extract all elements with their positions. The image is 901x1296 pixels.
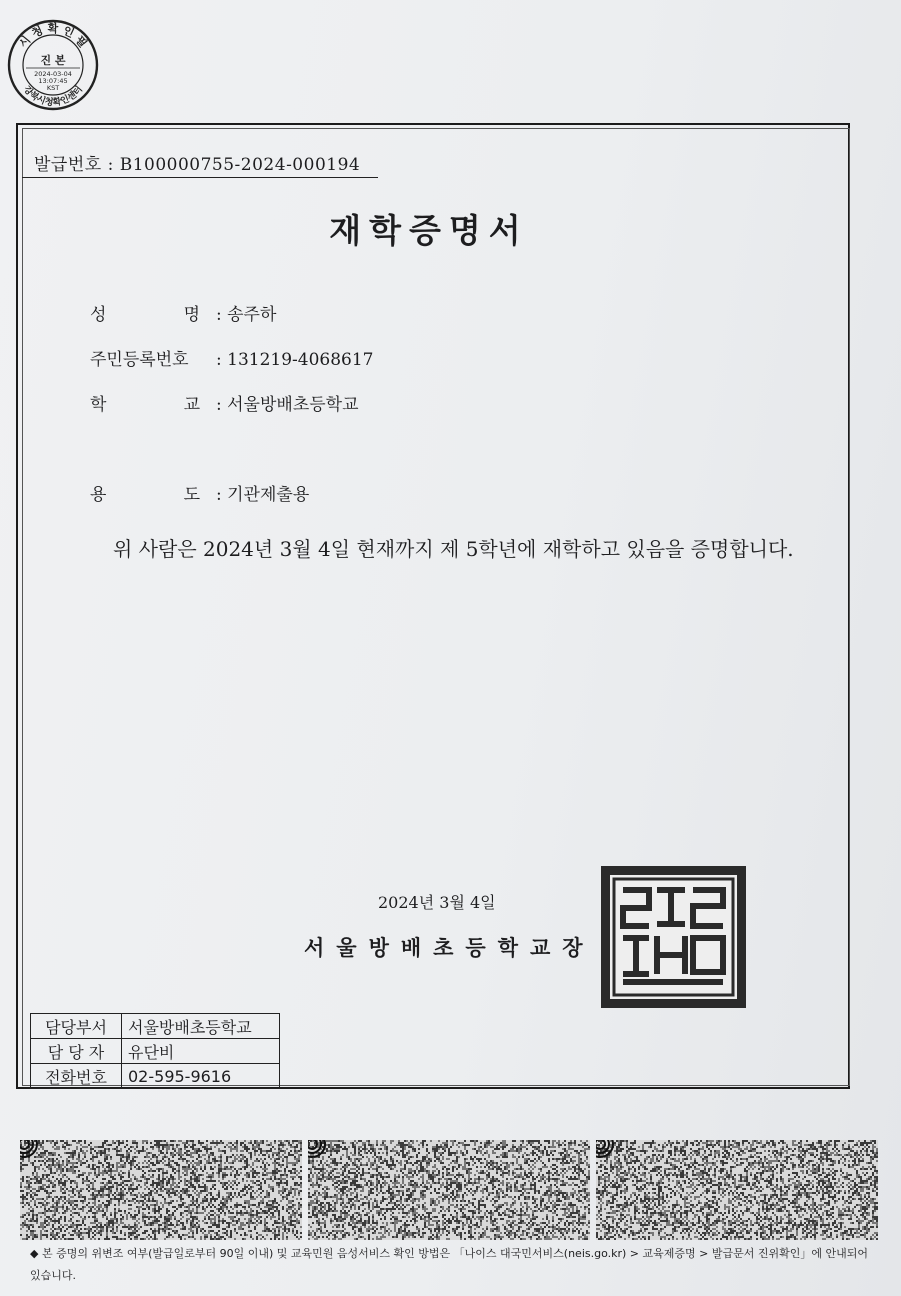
svg-text:시 청 확 인 필: 시 청 확 인 필 [16, 22, 90, 50]
contact-table [30, 1013, 280, 1089]
principal-title: 서울방배초등학교장 [304, 935, 595, 960]
svg-text:2024-03-04: 2024-03-04 [34, 70, 72, 78]
document-title: 재학증명서 [329, 211, 529, 250]
field-name: 성 명 : 송주하 [90, 305, 277, 325]
contact-key: 담당부서 [31, 1014, 122, 1039]
contact-value: 서울방배초등학교 [122, 1014, 280, 1039]
contact-value: 02-595-9616 [122, 1064, 280, 1089]
contact-row [31, 1014, 280, 1039]
contact-key: 담 당 자 [31, 1039, 122, 1064]
certification-statement: 위 사람은 2024년 3월 4일 현재까지 제 5학년에 재학하고 있음을 증명합니다. [113, 537, 794, 561]
svg-text:진 본: 진 본 [40, 54, 66, 67]
field-purpose: 용 도 : 기관제출용 [90, 485, 310, 505]
field-resident-number-value: : 131219-4068617 [216, 350, 374, 370]
svg-text:13:07:45: 13:07:45 [38, 77, 68, 85]
verification-barcode-strip [20, 1140, 880, 1242]
field-resident-number: 주민등록번호 : 131219-4068617 [90, 350, 374, 370]
field-name-value: : 송주하 [216, 305, 277, 325]
contact-row [31, 1064, 280, 1089]
svg-text:강북시청확인센터: 강북시청확인센터 [21, 84, 85, 109]
verification-code-3 [596, 1140, 878, 1240]
field-school: 학 교 : 서울방배초등학교 [90, 395, 359, 415]
issue-number: 발급번호 : B100000755-2024-000194 [34, 155, 361, 175]
field-school-value: : 서울방배초등학교 [216, 395, 359, 415]
issue-date: 2024년 3월 4일 [378, 893, 496, 912]
contact-key: 전화번호 [31, 1064, 122, 1089]
verification-footnote: ◆ 본 증명의 위변조 여부(발급일로부터 90일 이내) 및 교육민원 음성서비스 확인 방법은 「나이스 대국민서비스(neis.go.kr) > 교육제증명 > 발급문서 진위확인」에 안내되어 있습니다. [30, 1247, 868, 1282]
school-official-stamp [601, 866, 746, 1008]
field-purpose-value: : 기관제출용 [216, 485, 310, 505]
verification-code-2 [308, 1140, 590, 1240]
certified-copy-seal [6, 18, 100, 112]
verification-code-1 [20, 1140, 302, 1240]
svg-text:KST: KST [46, 84, 60, 92]
contact-value: 유단비 [122, 1039, 280, 1064]
contact-row [31, 1039, 280, 1064]
